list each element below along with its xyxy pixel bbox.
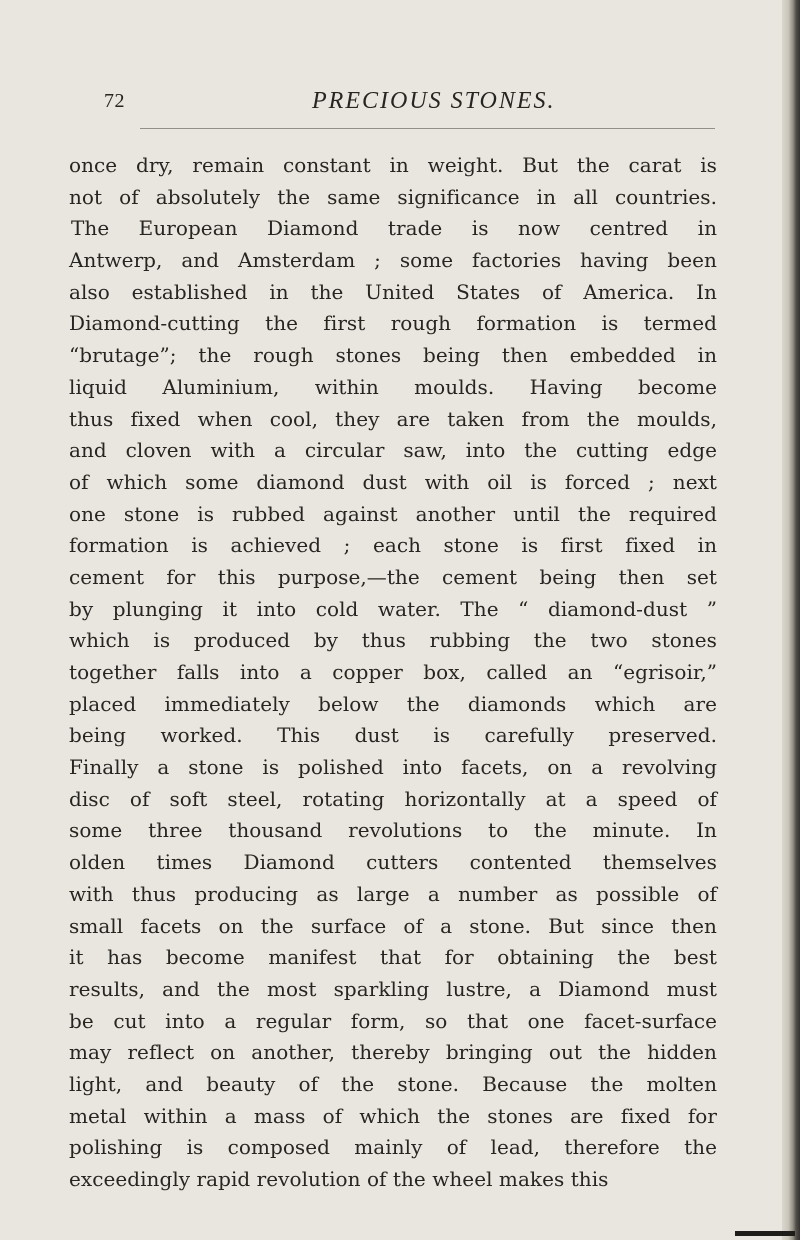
text-line: The European Diamond trade is now centred in [71,216,717,241]
text-line: which is produced by thus rubbing the two stones [69,628,717,653]
text-line: together falls into a copper box, called an “egrisoir,” [69,660,717,684]
text-line: be cut into a regular form, so that one facet-surface [69,1008,717,1033]
text-line: being worked. This dust is carefully preserved. [69,723,717,748]
text-line: some three thousand revolutions to the minute. In [69,818,717,843]
text-line: polishing is composed mainly of lead, therefore the [69,1135,717,1160]
text-line: thus fixed when cool, they are taken from the moulds, [69,406,717,431]
text-line: with thus producing as large a number as possible of [69,881,717,906]
text-line: results, and the most sparkling lustre, a Diamond must [69,976,717,1001]
text-line: by plunging it into cold water. The “ diamond-dust ” [69,596,717,621]
header-rule [140,128,715,129]
text-line: metal within a mass of which the stones are fixed for [69,1103,717,1128]
text-line: may reflect on another, thereby bringing out the hidden [69,1040,717,1065]
text-line: not of absolutely the same significance in all countries. [69,184,717,209]
text-line: formation is achieved ; each stone is first fixed in [69,533,717,558]
text-line: one stone is rubbed against another until the required [69,501,717,526]
text-line: once dry, remain constant in weight. But the carat is [69,153,717,177]
body-text [69,150,717,1196]
text-line: light, and beauty of the stone. Because the molten [69,1071,717,1096]
page-header [104,82,724,118]
text-line: small facets on the surface of a stone. But since then [69,913,717,938]
text-line: Diamond-cutting the first rough formation is termed [69,311,717,336]
text-line: Finally a stone is polished into facets, on a revolving [69,755,717,780]
text-line: cement for this purpose,—the cement being then set [69,564,717,589]
text-line: disc of soft steel, rotating horizontally at a speed of [69,786,717,811]
text-line: Antwerp, and Amsterdam ; some factories having been [69,248,717,273]
running-head: PRECIOUS STONES. [312,88,556,114]
page-number: 72 [104,90,125,112]
text-line: exceedingly rapid revolution of the wheel makes this [69,1167,609,1191]
text-line: and cloven with a circular saw, into the cutting edge [69,438,717,463]
text-line: also established in the United States of America. In [69,279,717,304]
text-line: it has become manifest that for obtaining the best [69,945,717,970]
text-line: olden times Diamond cutters contented themselves [69,850,717,875]
text-line: liquid Aluminium, within moulds. Having become [69,374,717,399]
text-line: “brutage”; the rough stones being then embedded in [69,343,717,368]
page-edge-shadow [782,0,800,1240]
text-line: of which some diamond dust with oil is forced ; next [69,469,717,494]
bottom-edge-mark [735,1231,795,1236]
text-line: placed immediately below the diamonds which are [69,691,717,716]
